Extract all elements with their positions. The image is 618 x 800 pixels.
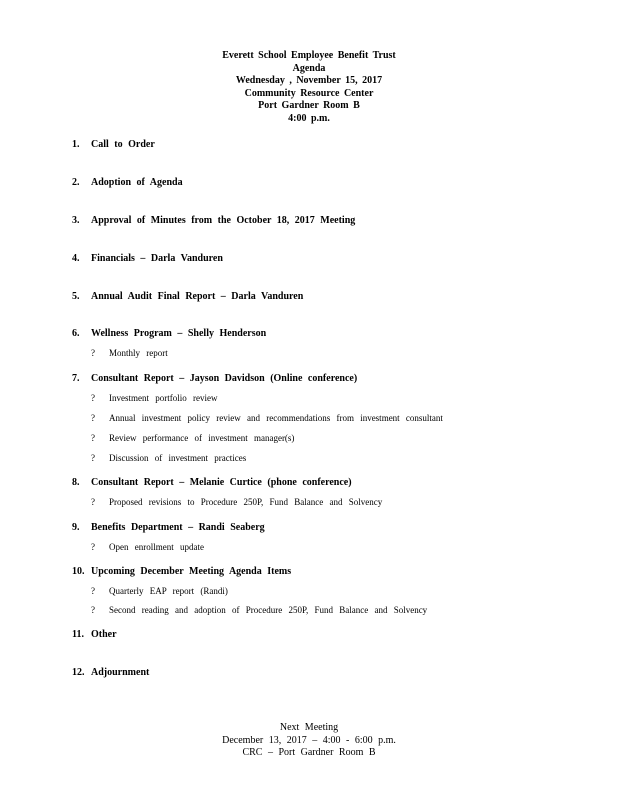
- bullet-icon: ?: [91, 393, 95, 403]
- agenda-item: [72, 328, 266, 339]
- agenda-item-number: 11.: [72, 629, 84, 640]
- agenda-item: [72, 291, 303, 302]
- agenda-subitem: [91, 453, 246, 463]
- agenda-item: [72, 667, 149, 678]
- bullet-icon: ?: [91, 348, 95, 358]
- agenda-subitem-text: Discussion of investment practices: [109, 453, 247, 463]
- bullet-icon: ?: [91, 605, 95, 615]
- footer-location: CRC – Port Gardner Room B: [242, 747, 376, 758]
- agenda-item-title: Approval of Minutes from the October 18, 2017 Meeting: [91, 215, 356, 226]
- agenda-item-number: 7.: [72, 373, 80, 384]
- agenda-item-title: Benefits Department – Randi Seaberg: [91, 522, 265, 533]
- agenda-subitem: [91, 497, 382, 507]
- agenda-subitem-text: Proposed revisions to Procedure 250P, Fund Balance and Solvency: [109, 497, 383, 507]
- header-location: Community Resource Center: [244, 87, 374, 99]
- agenda-item: [72, 253, 223, 264]
- bullet-icon: ?: [91, 413, 95, 423]
- agenda-subitem-text: Review performance of investment manager(s): [109, 433, 295, 443]
- agenda-item: [72, 373, 357, 384]
- header-time: 4:00 p.m.: [288, 112, 330, 124]
- footer-next-meeting: Next Meeting: [279, 722, 339, 733]
- bullet-icon: ?: [91, 542, 95, 552]
- footer-date-time: December 13, 2017 – 4:00 - 6:00 p.m.: [222, 734, 396, 746]
- agenda-subitem: [91, 605, 427, 615]
- header-room: Port Gardner Room B: [258, 100, 360, 111]
- agenda-subitem-text: Annual investment policy review and recommendations from investment consultant: [109, 413, 443, 423]
- agenda-item-number: 2.: [72, 177, 80, 188]
- agenda-subitem-text: Quarterly EAP report (Randi): [109, 586, 228, 596]
- agenda-item-number: 4.: [72, 253, 80, 264]
- agenda-subitem: [91, 542, 204, 552]
- agenda-subitem-text: Investment portfolio review: [109, 393, 218, 403]
- agenda-item-number: 8.: [72, 477, 80, 488]
- agenda-subitem-text: Monthly report: [109, 348, 168, 358]
- agenda-item: [72, 139, 155, 150]
- agenda-subitem: [91, 348, 168, 358]
- agenda-item-number: 9.: [72, 522, 80, 533]
- agenda-item-number: 12.: [72, 667, 85, 678]
- agenda-item-title: Consultant Report – Jayson Davidson (Online conference): [91, 373, 358, 384]
- agenda-item-number: 6.: [72, 328, 80, 339]
- agenda-subitem-text: Open enrollment update: [109, 542, 204, 552]
- agenda-item-title: Consultant Report – Melanie Curtice (phone conference): [91, 477, 352, 488]
- agenda-subitem: [91, 413, 443, 423]
- agenda-item: [72, 522, 265, 533]
- agenda-item-number: 10.: [72, 566, 85, 577]
- agenda-item-title: Wellness Program – Shelly Henderson: [91, 328, 267, 339]
- agenda-subitem: [91, 433, 294, 443]
- agenda-item-title: Call to Order: [91, 139, 155, 150]
- agenda-item-number: 5.: [72, 291, 80, 302]
- agenda-item-title: Adjournment: [91, 667, 150, 678]
- bullet-icon: ?: [91, 497, 95, 507]
- agenda-item: [72, 215, 355, 226]
- agenda-item-number: 3.: [72, 215, 80, 226]
- agenda-item-title: Adoption of Agenda: [91, 177, 183, 188]
- agenda-subitem: [91, 393, 217, 403]
- agenda-item-number: 1.: [72, 139, 80, 150]
- agenda-item: [72, 477, 352, 488]
- agenda-item: [72, 629, 117, 640]
- agenda-item-title: Financials – Darla Vanduren: [91, 253, 223, 264]
- bullet-icon: ?: [91, 453, 95, 463]
- agenda-item: [72, 566, 291, 577]
- agenda-item-title: Upcoming December Meeting Agenda Items: [91, 566, 292, 577]
- agenda-item-title: Annual Audit Final Report – Darla Vanduren: [91, 291, 304, 302]
- header-date: Wednesday , November 15, 2017: [235, 75, 383, 86]
- bullet-icon: ?: [91, 586, 95, 596]
- agenda-subitem: [91, 586, 228, 596]
- agenda-item-title: Other: [91, 629, 117, 640]
- agenda-item: [72, 177, 183, 188]
- header-organization: Everett School Employee Benefit Trust: [222, 50, 396, 61]
- header-title: Agenda: [292, 62, 326, 74]
- agenda-header: [0, 50, 618, 125]
- agenda-subitem-text: Second reading and adoption of Procedure 250P, Fund Balance and Solvency: [109, 605, 428, 615]
- agenda-footer: [0, 722, 618, 760]
- bullet-icon: ?: [91, 433, 95, 443]
